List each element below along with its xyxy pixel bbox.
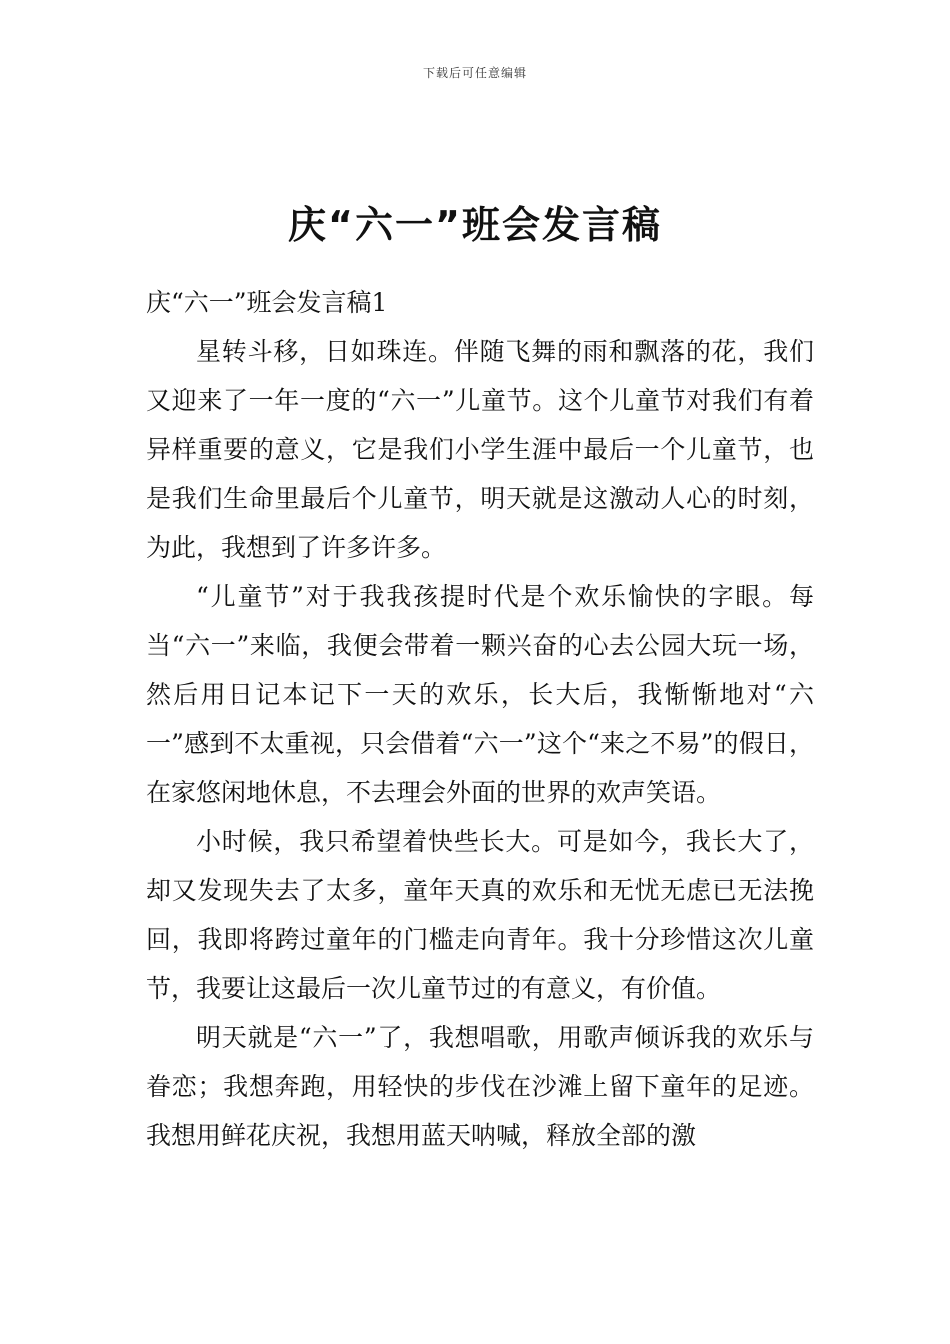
section-heading: 庆“六一”班会发言稿1 (146, 288, 388, 317)
document-body (146, 278, 814, 1160)
paragraph-3: 小时候，我只希望着快些长大。可是如今，我长大了，却又发现失去了太多，童年天真的欢乐和无忧无虑已无法挽回，我即将跨过童年的门槛走向青年。我十分珍惜这次儿童节，我要让这最后一次儿童节过的有意义，有价值。 (146, 827, 814, 1003)
page-header-note: 下载后可任意编辑 (422, 66, 527, 80)
document-title: 庆“六一”班会发言稿 (288, 203, 662, 248)
paragraph-1: 星转斗移，日如珠连。伴随飞舞的雨和飘落的花，我们又迎来了一年一度的“六一”儿童节。这个儿童节对我们有着异样重要的意义，它是我们小学生涯中最后一个儿童节，也是我们生命里最后个儿童节，明天就是这激动人心的时刻，为此，我想到了许多许多。 (146, 337, 814, 562)
paragraph-2: “儿童节”对于我我孩提时代是个欢乐愉快的字眼。每当“六一”来临，我便会带着一颗兴奋的心去公园大玩一场，然后用日记本记下一天的欢乐，长大后，我惭惭地对“六一”感到不太重视，只会借着“六一”这个“来之不易”的假日，在家悠闲地休息，不去理会外面的世界的欢声笑语。 (146, 582, 814, 807)
paragraph-4: 明天就是“六一”了，我想唱歌，用歌声倾诉我的欢乐与眷恋；我想奔跑，用轻快的步伐在沙滩上留下童年的足迹。我想用鲜花庆祝，我想用蓝天呐喊，释放全部的激 (146, 1023, 814, 1150)
